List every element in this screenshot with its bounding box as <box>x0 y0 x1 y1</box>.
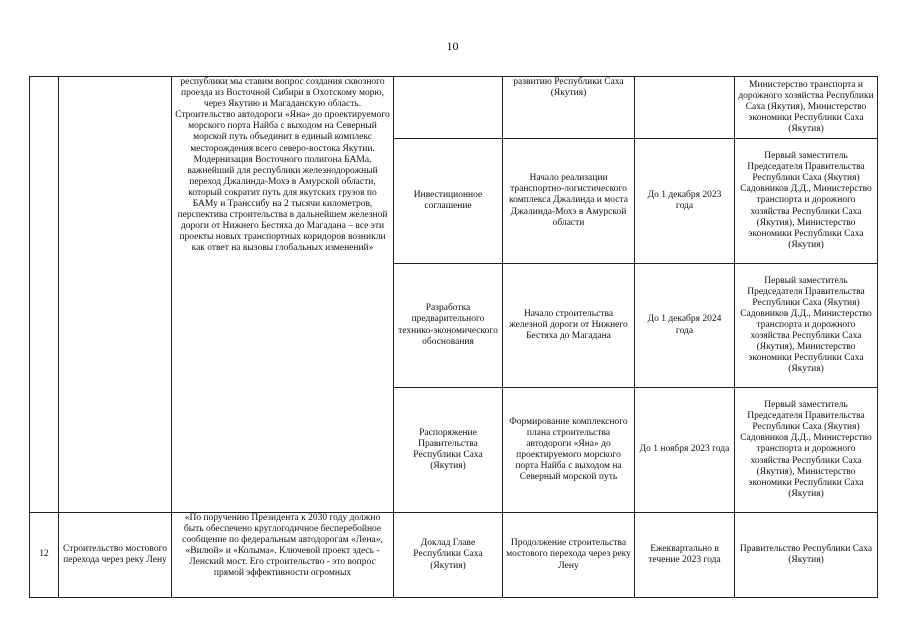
responsible-cell: Первый заместитель Председателя Правительства Республики Саха (Якутия) Садовников Д.Д., Министерство транспорта и дорожного хозяйства Республики Саха (Якутия), Министерство экономики Республики Саха (Якутия) <box>735 139 878 264</box>
document-cell: Инвестиционное соглашение <box>394 139 503 264</box>
responsible-cell: Министерство транспорта и дорожного хозяйства Республики Саха (Якутия), Министерство экономики Республики Саха (Якутия) <box>735 77 878 139</box>
row-number-cell: 12 <box>30 513 59 598</box>
result-cell: Продолжение строительства мостового перехода через реку Лену <box>503 513 635 598</box>
responsible-cell: Первый заместитель Председателя Правительства Республики Саха (Якутия) Садовников Д.Д., Министерство транспорта и дорожного хозяйства Республики Саха (Якутия), Министерство экономики Республики Саха (Якутия) <box>735 264 878 388</box>
document-cell: Доклад Главе Республики Саха (Якутия) <box>394 513 503 598</box>
responsible-cell: Правительство Республики Саха (Якутия) <box>735 513 878 598</box>
table-row <box>30 77 878 139</box>
measures-table <box>29 76 878 598</box>
result-cell: развитию Республики Саха (Якутия) <box>503 77 635 139</box>
measure-name-cell <box>59 77 172 513</box>
page-number: 10 <box>446 39 459 53</box>
document-cell <box>394 77 503 139</box>
result-cell: Начало строительства железной дороги от Нижнего Бестяха до Магадана <box>503 264 635 388</box>
responsible-cell: Первый заместитель Председателя Правительства Республики Саха (Якутия) Садовников Д.Д., Министерство транспорта и дорожного хозяйства Республики Саха (Якутия), Министерство экономики Республики Саха (Якутия) <box>735 388 878 513</box>
quote-cell <box>172 77 394 513</box>
result-cell: Начало реализации транспортно-логистического комплекса Джалинда и моста Джалинда-Мохэ в Амурской области <box>503 139 635 264</box>
deadline-cell: До 1 ноября 2023 года <box>635 388 735 513</box>
document-cell: Разработка предварительного технико-экономического обоснования <box>394 264 503 388</box>
measure-name-cell: Строительство мостового перехода через реку Лену <box>59 513 172 598</box>
deadline-cell: До 1 декабря 2024 года <box>635 264 735 388</box>
deadline-cell: До 1 декабря 2023 года <box>635 139 735 264</box>
quote-paragraph: республики мы ставим вопрос создания сквозного проезда из Восточной Сибири в Охотскому морю, через Якутию и Магаданскую область. <box>180 77 385 110</box>
quote-cell: «По поручению Президента к 2030 году должно быть обеспечено круглогодичное бесперебойное сообщение по федеральным автодорогам «Лена», «Вилюй» и «Колыма». Ключевой проект здесь - Ленский мост. Его строительство - это вопрос прямой эффективности огромных <box>172 513 394 598</box>
deadline-cell: Ежеквартально в течение 2023 года <box>635 513 735 598</box>
quote-paragraph: Строительство автодороги «Яна» до проектируемого морского порта Найба с выходом на Северный морской путь объединит в единый комплекс месторождения всего северо-востока Якутии. Модернизация Восточного полигона БАМа, важнейший для республики железнодорожный переход Джалинда-Мохэ в Амурской области, который сократит путь для якутских грузов по БАМу и Транссибу на 2 тысячи километров, перспектива строительства в дальнейшем железной дороги от Нижнего Бестяха до Магадана – все эти проекты новых транспортных коридоров возникли как ответ на вызовы глобальных изменений» <box>175 110 390 254</box>
table-row <box>30 513 878 598</box>
document-cell: Распоряжение Правительства Республики Саха (Якутия) <box>394 388 503 513</box>
result-cell: Формирование комплексного плана строительства автодороги «Яна» до проектируемого морского порта Найба с выходом на Северный морской путь <box>503 388 635 513</box>
row-number-cell <box>30 77 59 513</box>
deadline-cell <box>635 77 735 139</box>
